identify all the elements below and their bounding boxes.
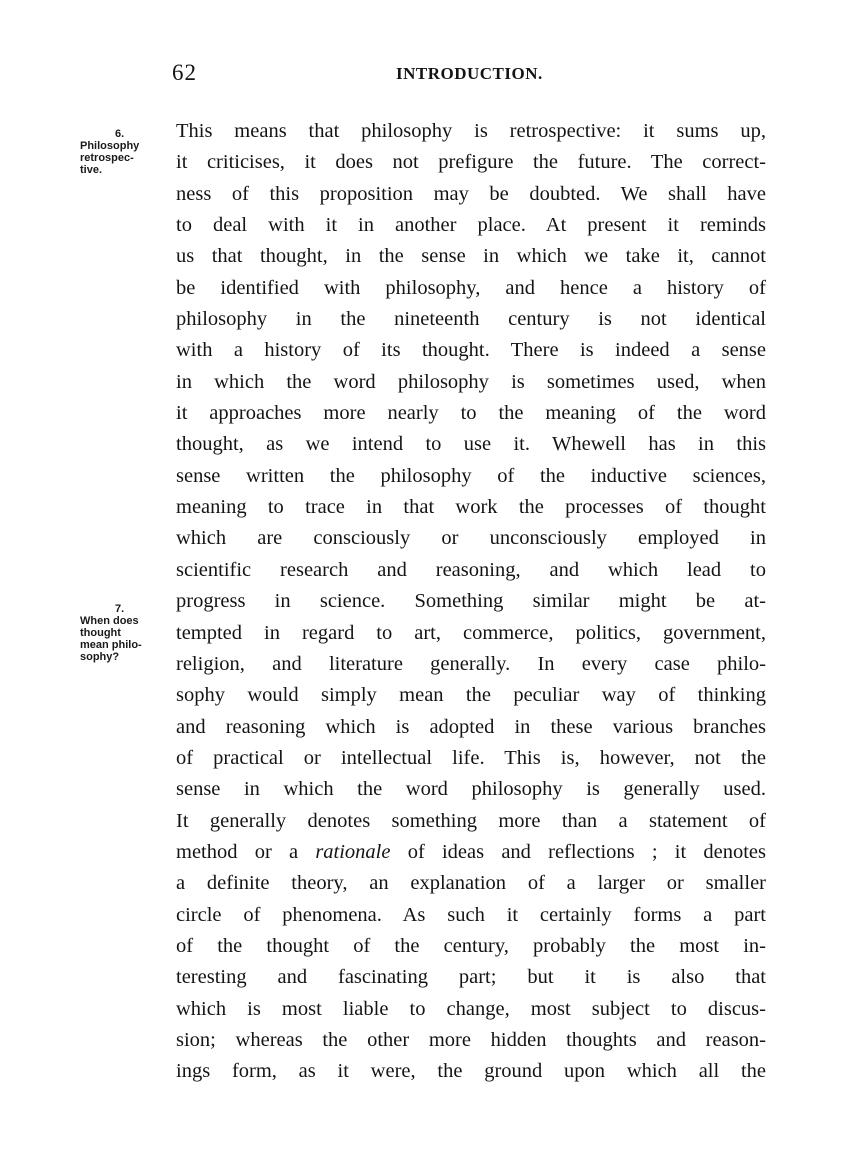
text-line: tempted in regard to art, commerce, politics, government, xyxy=(176,621,766,644)
text-line: teresting and fascinating part; but it is also that xyxy=(176,966,766,989)
sidenote-7 xyxy=(80,603,170,663)
sidenote-number: 7. xyxy=(115,603,125,615)
text-line: and reasoning which is adopted in these various branches xyxy=(176,715,766,738)
sidenote-number: 6. xyxy=(115,128,125,140)
text-line: in which the word philosophy is sometimes used, when xyxy=(176,370,766,393)
sidenote-text: Philosophy retrospec- tive. xyxy=(80,140,140,176)
text-line: thought, as we intend to use it. Whewell has in this xyxy=(176,433,766,456)
text-line: progress in science. Something similar might be at- xyxy=(176,590,766,613)
italic-word: rationale xyxy=(315,840,391,863)
body-text xyxy=(176,116,766,1088)
running-head: INTRODUCTION. xyxy=(396,64,543,83)
text-line: which is most liable to change, most subject to discus- xyxy=(176,997,766,1020)
text-line: sense in which the word philosophy is generally used. xyxy=(176,778,766,801)
sidenote-6 xyxy=(80,128,170,176)
text-line: it approaches more nearly to the meaning of the word xyxy=(176,402,766,425)
text-line: of practical or intellectual life. This is, however, not the xyxy=(176,746,766,769)
text-line: meaning to trace in that work the processes of thought xyxy=(176,496,766,519)
text-line: It generally denotes something more than a statement of xyxy=(176,809,766,832)
page-number: 62 xyxy=(172,60,197,85)
text-line: This means that philosophy is retrospective: it sums up, xyxy=(176,120,766,142)
text-line-with-italic xyxy=(176,837,766,868)
text-line: it criticises, it does not prefigure the future. The correct- xyxy=(176,151,766,174)
text-line: us that thought, in the sense in which we take it, cannot xyxy=(176,245,766,268)
sidenote-text: When does thought mean philo- sophy? xyxy=(80,615,142,663)
text-line: be identified with philosophy, and hence a history of xyxy=(176,276,766,299)
text-line: circle of phenomena. As such it certainly forms a part xyxy=(176,903,766,926)
text-line: a definite theory, an explanation of a larger or smaller xyxy=(176,872,766,895)
text-line: philosophy in the nineteenth century is not identical xyxy=(176,308,766,331)
text-line: ness of this proposition may be doubted. We shall have xyxy=(176,182,766,205)
text-line: sense written the philosophy of the inductive sciences, xyxy=(176,464,766,487)
text-line: which are consciously or unconsciously employed in xyxy=(176,527,766,550)
text-line: ings form, as it were, the ground upon which all the xyxy=(176,1060,766,1083)
text-line: to deal with it in another place. At present it reminds xyxy=(176,214,766,237)
text-line: sion; whereas the other more hidden thoughts and reason- xyxy=(176,1028,766,1051)
text-line: scientific research and reasoning, and which lead to xyxy=(176,558,766,581)
text-line: religion, and literature generally. In every case philo- xyxy=(176,652,766,675)
text-segment: method or a xyxy=(176,840,316,863)
text-line: with a history of its thought. There is indeed a sense xyxy=(176,339,766,362)
text-segment: of ideas and reflections ; it denotes xyxy=(390,840,766,863)
text-line: of the thought of the century, probably the most in- xyxy=(176,934,766,957)
text-line: sophy would simply mean the peculiar way of thinking xyxy=(176,684,766,707)
page-header xyxy=(0,58,850,92)
